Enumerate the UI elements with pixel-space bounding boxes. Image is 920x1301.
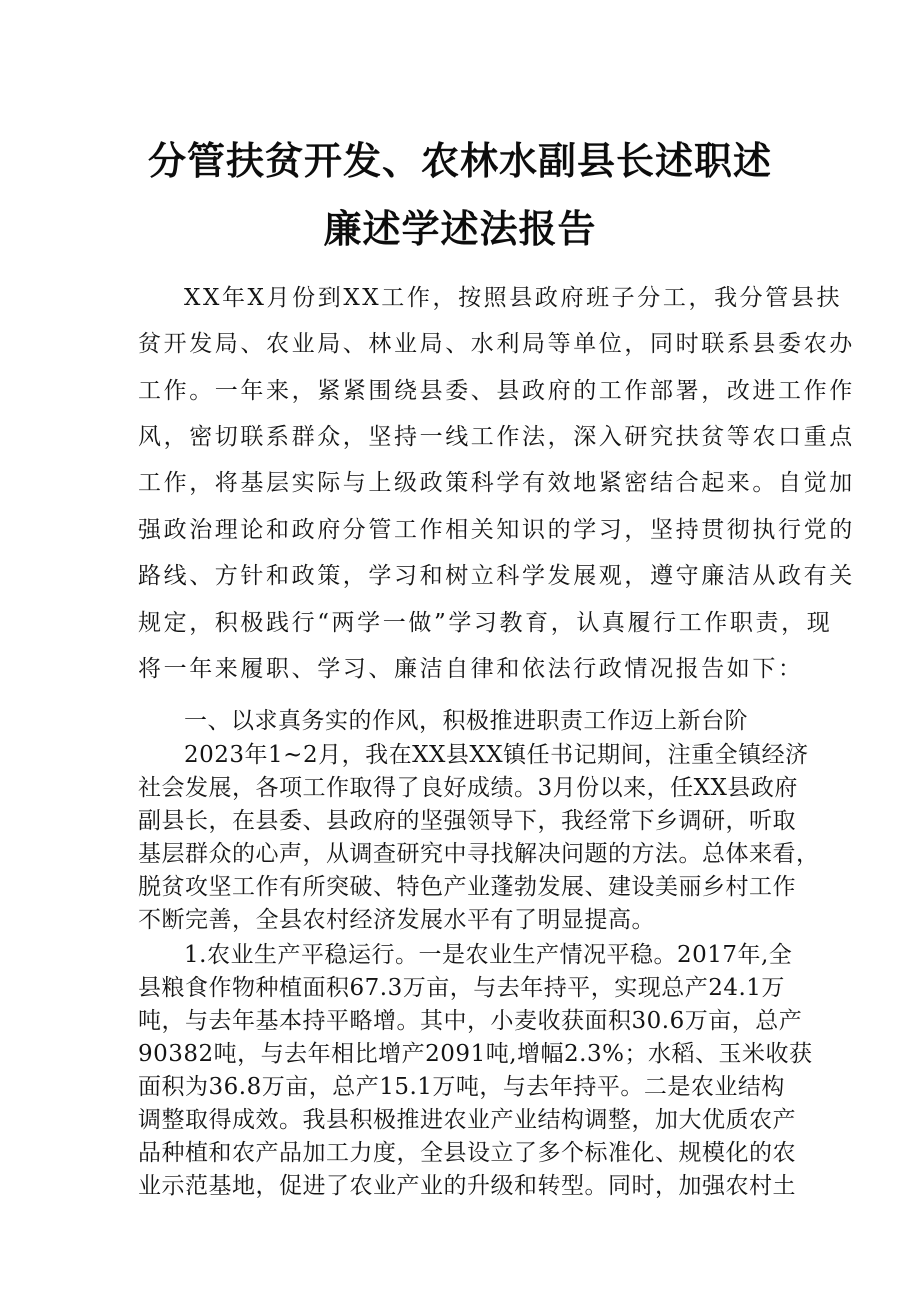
paragraph-line: 贫开发局、农业局、林业局、水利局等单位，同时联系县委农办 [138, 331, 855, 357]
paragraph-line: 1.农业生产平稳运行。一是农业生产情况平稳。2017年,全 [184, 942, 793, 968]
paragraph-line: 业示范基地，促进了农业产业的升级和转型。同时，加强农村土 [138, 1173, 796, 1199]
paragraph-line: 副县长，在县委、县政府的坚强领导下，我经常下乡调研，听取 [138, 808, 796, 834]
paragraph-line: 90382吨，与去年相比增产2091吨,增幅2.3%；水稻、玉米收获 [138, 1041, 813, 1067]
document-title-line-2: 廉述学述法报告 [323, 207, 597, 251]
paragraph-line: 工作。一年来，紧紧围绕县委、县政府的工作部署，改进工作作 [138, 378, 855, 404]
paragraph-line: 吨，与去年基本持平略增。其中，小麦收获面积30.6万亩，总产 [138, 1008, 803, 1034]
paragraph-line: 县粮食作物种植面积67.3万亩，与去年持平，实现总产24.1万 [138, 975, 785, 1001]
paragraph-line: 风，密切联系群众，坚持一线工作法，深入研究扶贫等农口重点 [138, 424, 855, 450]
paragraph-line: XX年X月份到XX工作，按照县政府班子分工，我分管县扶 [184, 285, 843, 311]
paragraph-line: 工作，将基层实际与上级政策科学有效地紧密结合起来。自觉加 [138, 470, 855, 496]
paragraph-line: 2023年1~2月，我在XX县XX镇任书记期间，注重全镇经济 [184, 742, 809, 768]
section-heading: 一、以求真务实的作风，积极推进职责工作迈上新台阶 [184, 708, 748, 734]
paragraph-line: 脱贫攻坚工作有所突破、特色产业蓬勃发展、建设美丽乡村工作 [138, 874, 796, 900]
paragraph-line: 不断完善，全县农村经济发展水平有了明显提高。 [138, 907, 655, 933]
paragraph-line: 面积为36.8万亩，总产15.1万吨，与去年持平。二是农业结构 [138, 1074, 785, 1100]
paragraph-line: 路线、方针和政策，学习和树立科学发展观，遵守廉洁从政有关 [138, 563, 855, 589]
paragraph-line: 强政治理论和政府分管工作相关知识的学习，坚持贯彻执行党的 [138, 517, 855, 543]
paragraph-line: 将一年来履职、学习、廉洁自律和依法行政情况报告如下： [138, 656, 804, 682]
paragraph-line: 品种植和农产品加工力度，全县设立了多个标准化、规模化的农 [138, 1140, 796, 1166]
paragraph-line: 调整取得成效。我县积极推进农业产业结构调整，加大优质农产 [138, 1107, 796, 1133]
paragraph-line: 规定，积极践行“两学一做”学习教育，认真履行工作职责，现 [138, 610, 833, 636]
document-title-line-1: 分管扶贫开发、农林水副县长述职述 [147, 139, 772, 183]
paragraph-line: 基层群众的心声，从调查研究中寻找解决问题的方法。总体来看， [138, 841, 820, 867]
paragraph-line: 社会发展，各项工作取得了良好成绩。3月份以来，任XX县政府 [138, 775, 798, 801]
